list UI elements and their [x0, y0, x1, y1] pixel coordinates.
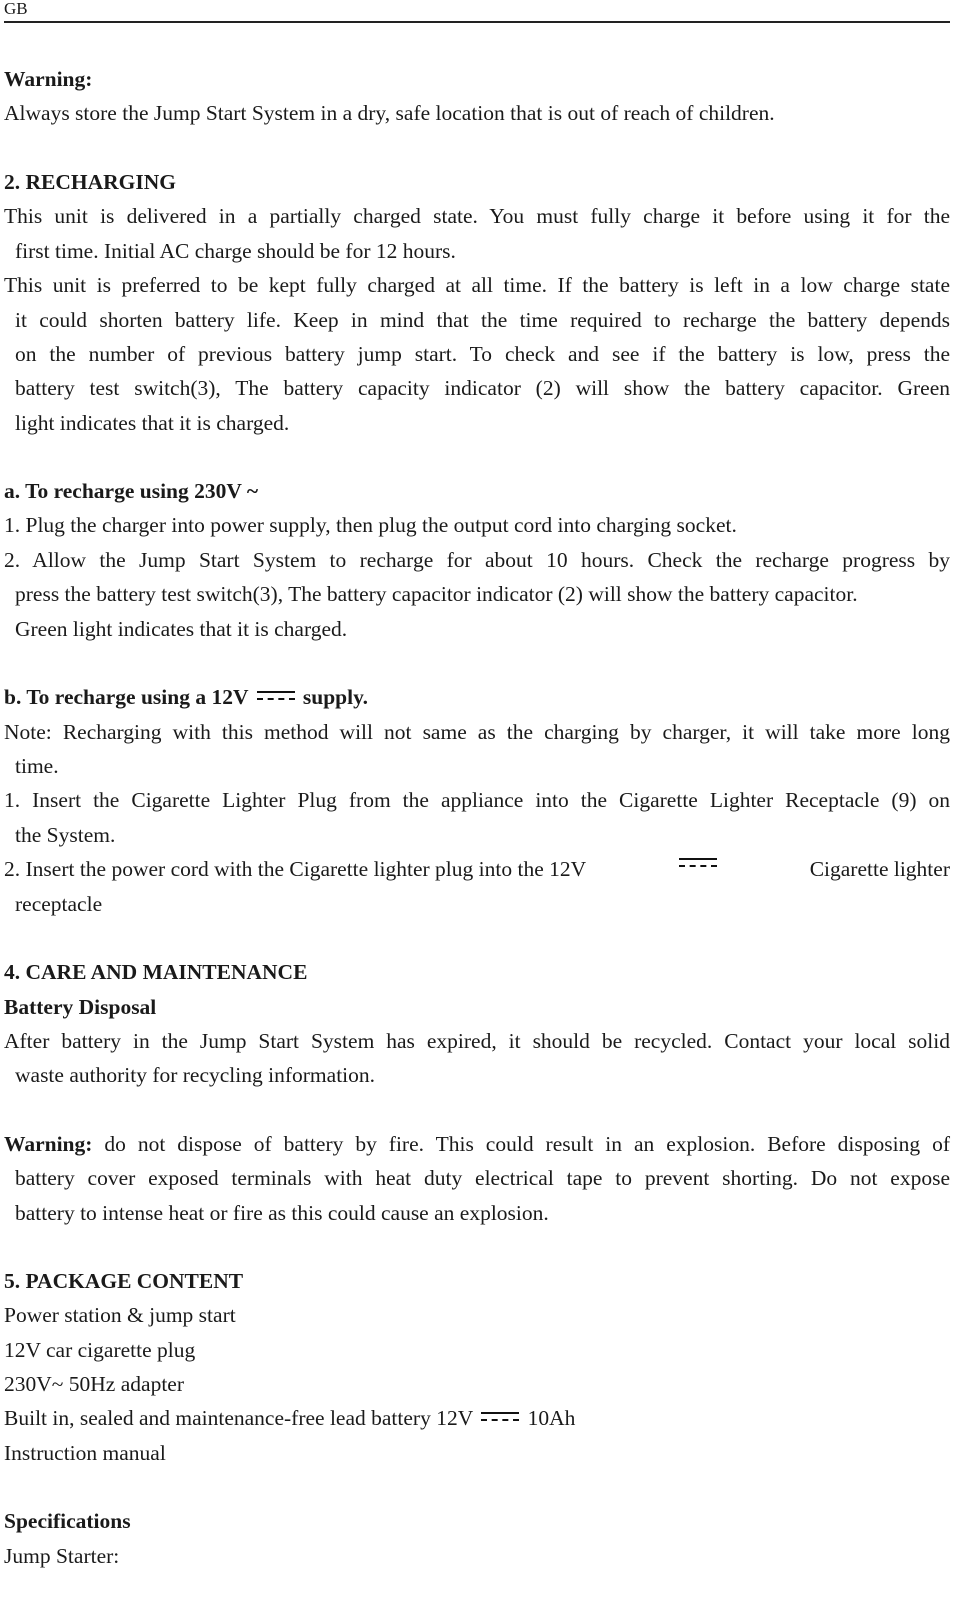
battery-disposal-heading: Battery Disposal [4, 995, 157, 1019]
specifications-heading: Specifications [4, 1509, 131, 1533]
recharge-230-heading: a. To recharge using 230V ~ [4, 479, 259, 503]
recharge-230-line: press the battery test switch(3), The battery capacitor indicator (2) will show the battery capacitor. [15, 582, 858, 606]
warning-2-line: battery cover exposed terminals with heat duty electrical tape to prevent shorting. Do not expose [15, 1166, 950, 1190]
dc-symbol-icon [478, 1410, 522, 1424]
recharging-line: it could shorten battery life. Keep in mind that the time required to recharge the battery depends [15, 308, 950, 332]
dc-symbol-icon [676, 856, 720, 870]
recharge-12v-heading-text: b. To recharge using a 12V [4, 685, 249, 709]
header-rule [4, 21, 950, 23]
recharge-12v-step2-text: 2. Insert the power cord with the Cigarette lighter plug into the 12V [4, 857, 587, 881]
language-label: GB [4, 0, 28, 18]
recharging-line: This unit is delivered in a partially charged state. You must fully charge it before using it for the [4, 204, 950, 228]
specifications-subheading: Jump Starter: [4, 1544, 120, 1568]
package-item: Power station & jump start [4, 1303, 236, 1327]
recharge-12v-line: receptacle [15, 892, 103, 916]
recharge-12v-line: Note: Recharging with this method will not same as the charging by charger, it will take more long [4, 720, 950, 744]
recharge-12v-line: 1. Insert the Cigarette Lighter Plug from the appliance into the Cigarette Lighter Receptacle (9) on [4, 788, 950, 812]
recharge-12v-step2 [4, 856, 950, 882]
recharging-line: on the number of previous battery jump start. To check and see if the battery is low, press the [15, 342, 950, 366]
recharging-line: This unit is preferred to be kept fully charged at all time. If the battery is left in a low charge state [4, 273, 950, 297]
recharge-12v-heading [4, 684, 368, 710]
recharging-line: light indicates that it is charged. [15, 411, 290, 435]
package-item: Instruction manual [4, 1441, 166, 1465]
warning-text: Always store the Jump Start System in a dry, safe location that is out of reach of children. [4, 101, 775, 125]
recharging-line: first time. Initial AC charge should be for 12 hours. [15, 239, 456, 263]
package-battery-suffix: 10Ah [527, 1406, 576, 1430]
recharging-heading: 2. RECHARGING [4, 170, 177, 194]
warning-title: Warning: [4, 67, 93, 91]
care-heading: 4. CARE AND MAINTENANCE [4, 960, 308, 984]
care-line: After battery in the Jump Start System has expired, it should be recycled. Contact your local solid [4, 1029, 950, 1053]
recharge-12v-line: time. [15, 754, 59, 778]
package-heading: 5. PACKAGE CONTENT [4, 1269, 244, 1293]
package-item-battery [4, 1405, 575, 1431]
recharge-12v-step2-suffix: Cigarette lighter [809, 857, 950, 881]
dc-symbol-icon [254, 689, 298, 703]
package-battery-text: Built in, sealed and maintenance-free lead battery 12V [4, 1406, 473, 1430]
recharge-230-line: 2. Allow the Jump Start System to recharge for about 10 hours. Check the recharge progress by [4, 548, 950, 572]
warning-2-label: Warning: [4, 1132, 93, 1156]
warning-2-line [4, 1131, 950, 1157]
recharge-230-line: 1. Plug the charger into power supply, then plug the output cord into charging socket. [4, 513, 737, 537]
recharge-230-line: Green light indicates that it is charged. [15, 617, 348, 641]
warning-2-line: battery to intense heat or fire as this could cause an explosion. [15, 1201, 549, 1225]
warning-2-text: do not dispose of battery by fire. This could result in an explosion. Before disposing of [92, 1132, 950, 1156]
recharging-line: battery test switch(3), The battery capacity indicator (2) will show the battery capacitor. Green [15, 376, 950, 400]
care-line: waste authority for recycling information. [15, 1063, 376, 1087]
package-item: 12V car cigarette plug [4, 1338, 196, 1362]
recharge-12v-heading-suffix: supply. [302, 685, 369, 709]
recharge-12v-line: the System. [15, 823, 116, 847]
package-item: 230V~ 50Hz adapter [4, 1372, 184, 1396]
